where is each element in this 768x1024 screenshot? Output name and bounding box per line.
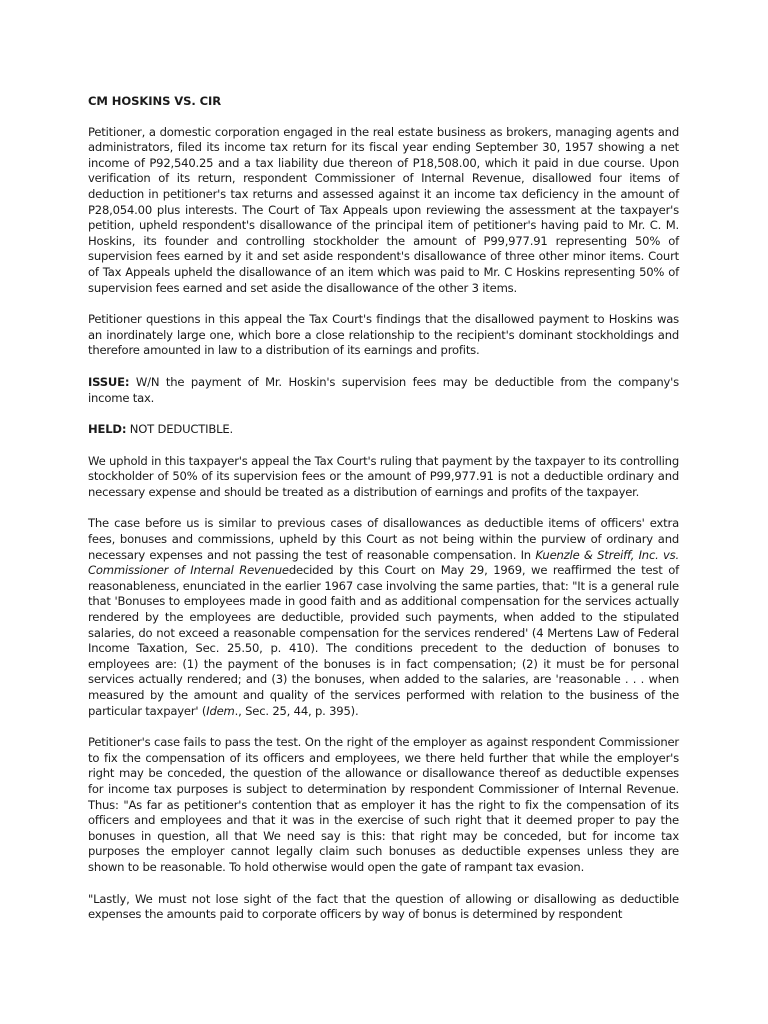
issue-paragraph bbox=[88, 375, 679, 406]
precedent-text-b: decided by this Court on May 29, 1969, we reaffirmed the test of reasonableness, enunciated in the earlier 1967 case involving the same parties, that: "It is a general rule that 'Bonuses to employees made in good faith and as additional compensation for the services actually rendered by the employees are deductible, provided such payments, when added to the stipulated salaries, do not exceed a reasonable compensation for the services rendered' (4 Mertens Law of Federal Income Taxation, Sec. 25.50, p. 410). The conditions precedent to the deduction of bonuses to employees are: (1) the payment of the bonuses is in fact compensation; (2) it must be for personal services actually rendered; and (3) the bonuses, when added to the salaries, are 'reasonable . . . when measured by the amount and quality of the services performed with relation to the business of the particular taxpayer' ( bbox=[88, 563, 679, 718]
held-paragraph bbox=[88, 422, 679, 438]
closing-paragraph: "Lastly, We must not lose sight of the fact that the question of allowing or disallowing as deductible expenses the amounts paid to corporate officers by way of bonus is determined by respondent bbox=[88, 891, 679, 922]
precedent-text-a: The case before us is similar to previous cases of disallowances as deductible items of officers' extra fees, bonuses and commissions, upheld by this Court as not being within the purview of ordinary and necessary expenses and not passing the test of reasonable compensation. In bbox=[88, 516, 679, 562]
issue-text: W/N the payment of Mr. Hoskin's supervision fees may be deductible from the company's income tax. bbox=[88, 374, 679, 405]
issue-label: ISSUE: bbox=[88, 374, 130, 389]
precedent-paragraph bbox=[88, 516, 679, 719]
held-text: NOT DEDUCTIBLE. bbox=[126, 422, 234, 437]
petitioner-argument-paragraph: Petitioner questions in this appeal the Tax Court's findings that the disallowed payment to Hoskins was an inordinately large one, which bore a close relationship to the recipient's dominant stockholdings and therefore amounted in law to a distribution of its earnings and profits. bbox=[88, 312, 679, 358]
test-paragraph: Petitioner's case fails to pass the test. On the right of the employer as against respondent Commissioner to fix the compensation of its officers and employees, we there held further that while the employer's right may be conceded, the question of the allowance or disallowance thereof as deductible expenses for income tax purposes is subject to determination by respondent Commissioner of Internal Revenue. Thus: "As far as petitioner's contention that as employer it has the right to fix the compensation of its officers and employees and that it was in the exercise of such right that it deemed proper to pay the bonuses in question, all that We need say is this: that right may be conceded, but for income tax purposes the employer cannot legally claim such bonuses as deductible expenses unless they are shown to be reasonable. To hold otherwise would open the gate of rampant tax evasion. bbox=[88, 735, 679, 874]
document-page bbox=[88, 94, 679, 939]
held-label: HELD: bbox=[88, 422, 127, 437]
idem-citation: Idem bbox=[206, 703, 235, 718]
precedent-text-c: ., Sec. 25, 44, p. 395). bbox=[234, 703, 359, 718]
ruling-paragraph: We uphold in this taxpayer's appeal the Tax Court's ruling that payment by the taxpayer to its controlling stockholder of 50% of its supervision fees or the amount of P99,977.91 is not a deductible ordinary and necessary expense and should be treated as a distribution of earnings and profits of the taxpayer. bbox=[88, 453, 679, 499]
facts-paragraph: Petitioner, a domestic corporation engaged in the real estate business as brokers, managing agents and administrators, filed its income tax return for its fiscal year ending September 30, 1957 showing a net income of P92,540.25 and a tax liability due thereon of P18,508.00, which it paid in due course. Upon verification of its return, respondent Commissioner of Internal Revenue, disallowed four items of deduction in petitioner's tax returns and assessed against it an income tax deficiency in the amount of P28,054.00 plus interests. The Court of Tax Appeals upon reviewing the assessment at the taxpayer's petition, upheld respondent's disallowance of the principal item of petitioner's having paid to Mr. C. M. Hoskins, its founder and controlling stockholder the amount of P99,977.91 representing 50% of supervision fees earned by it and set aside respondent's disallowance of three other minor items. Court of Tax Appeals upheld the disallowance of an item which was paid to Mr. C Hoskins representing 50% of supervision fees earned and set aside the disallowance of the other 3 items. bbox=[88, 124, 679, 295]
case-title: CM HOSKINS VS. CIR bbox=[88, 94, 222, 108]
case-citation: Kuenzle & Streiff, Inc. vs. Commissioner of Internal Revenue bbox=[88, 547, 679, 578]
